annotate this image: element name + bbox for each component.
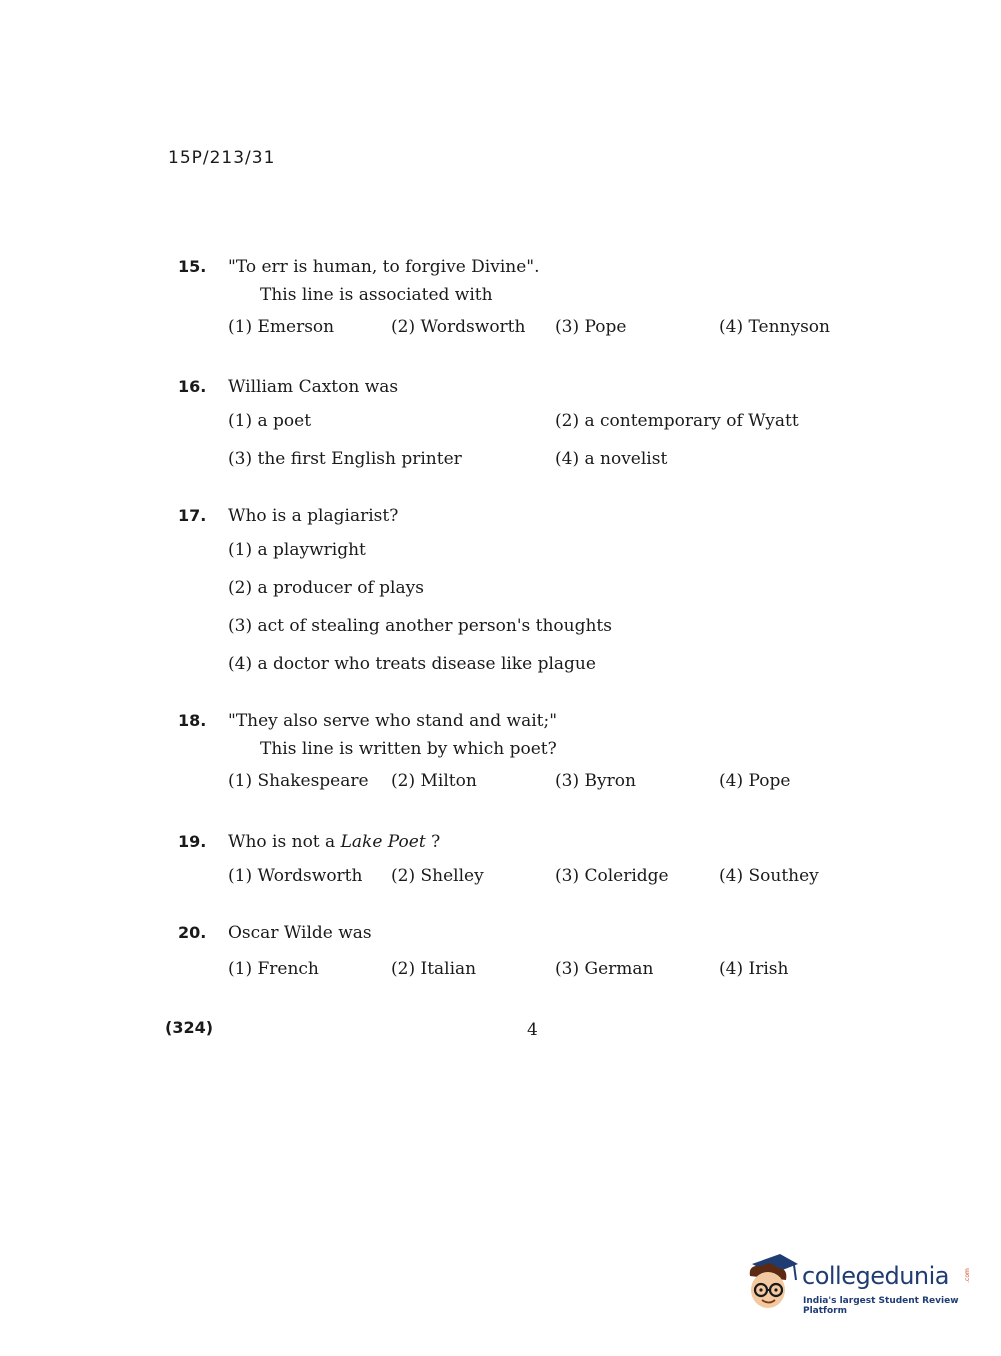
question-text: William Caxton was xyxy=(228,377,399,397)
question-number: 15. xyxy=(178,257,207,276)
question-16 xyxy=(178,377,858,475)
option-2: (2) Milton xyxy=(391,771,477,791)
watermark-suffix: .com xyxy=(963,1268,971,1283)
option-4: (4) a doctor who treats disease like plague xyxy=(228,654,596,674)
option-3: (3) Pope xyxy=(555,317,627,337)
option-4: (4) Pope xyxy=(719,771,791,791)
option-1: (1) Shakespeare xyxy=(228,771,369,791)
question-text: "To err is human, to forgive Divine". xyxy=(228,257,540,277)
option-3: (3) the first English printer xyxy=(228,449,462,469)
question-18 xyxy=(178,711,858,797)
question-20 xyxy=(178,923,858,985)
question-number: 20. xyxy=(178,923,207,942)
option-3: (3) German xyxy=(555,959,654,979)
option-4: (4) a novelist xyxy=(555,449,668,469)
footer-code: (324) xyxy=(165,1018,214,1037)
question-number: 17. xyxy=(178,506,207,525)
watermark-name: collegedunia xyxy=(802,1262,950,1290)
option-3: (3) Byron xyxy=(555,771,636,791)
option-2: (2) Italian xyxy=(391,959,477,979)
option-1: (1) a playwright xyxy=(228,540,366,560)
question-text-prefix: Who is not a xyxy=(228,832,341,852)
page-number: 4 xyxy=(527,1020,538,1040)
question-15 xyxy=(178,257,858,343)
option-1: (1) Emerson xyxy=(228,317,335,337)
watermark-tagline: India's largest Student Review Platform xyxy=(803,1296,959,1316)
option-3: (3) Coleridge xyxy=(555,866,669,886)
question-number: 18. xyxy=(178,711,207,730)
question-text-italic: Lake Poet xyxy=(340,832,426,852)
option-2: (2) Wordsworth xyxy=(391,317,526,337)
option-2: (2) a producer of plays xyxy=(228,578,424,598)
option-1: (1) French xyxy=(228,959,319,979)
option-4: (4) Southey xyxy=(719,866,819,886)
mascot-icon xyxy=(742,1250,800,1314)
option-2: (2) a contemporary of Wyatt xyxy=(555,411,799,431)
question-subtext: This line is written by which poet? xyxy=(260,739,557,759)
option-4: (4) Tennyson xyxy=(719,317,830,337)
question-17 xyxy=(178,506,858,678)
question-text: Oscar Wilde was xyxy=(228,923,372,943)
option-4: (4) Irish xyxy=(719,959,789,979)
question-text: "They also serve who stand and wait;" xyxy=(228,711,558,731)
option-3: (3) act of stealing another person's thoughts xyxy=(228,616,612,636)
option-2: (2) Shelley xyxy=(391,866,484,886)
question-number: 19. xyxy=(178,832,207,851)
question-text: Who is a plagiarist? xyxy=(228,506,399,526)
paper-code: 15P/213/31 xyxy=(168,148,276,168)
question-text-suffix: ? xyxy=(425,832,441,852)
question-subtext: This line is associated with xyxy=(260,285,493,305)
collegedunia-watermark xyxy=(742,1250,972,1320)
option-1: (1) a poet xyxy=(228,411,312,431)
question-text xyxy=(228,832,858,852)
question-19 xyxy=(178,832,858,892)
question-number: 16. xyxy=(178,377,207,396)
option-1: (1) Wordsworth xyxy=(228,866,363,886)
